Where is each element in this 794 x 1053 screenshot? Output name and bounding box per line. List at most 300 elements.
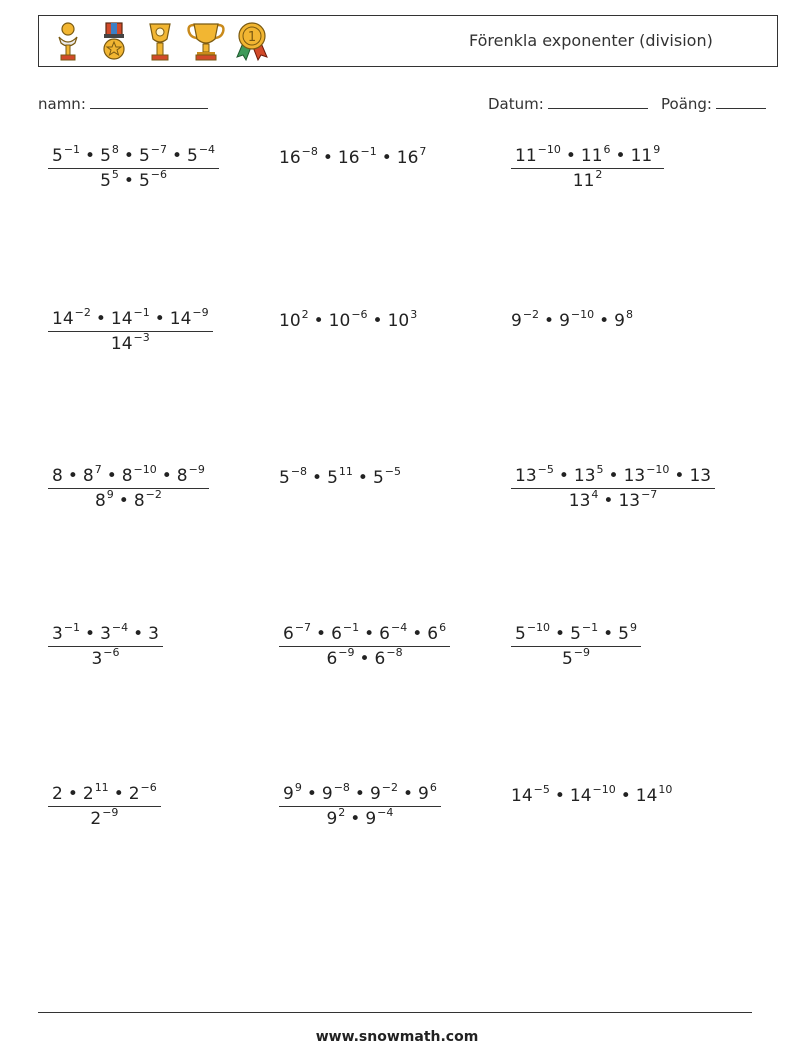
- num-expression: [279, 621, 450, 646]
- multiply-operator: •: [316, 624, 327, 644]
- num-expression: [279, 145, 427, 168]
- power-term: [568, 488, 599, 511]
- multiply-operator: •: [364, 624, 375, 644]
- fraction: [48, 143, 219, 191]
- exponent: 11: [94, 781, 109, 794]
- power-term: [100, 143, 119, 166]
- multiply-operator: •: [381, 148, 392, 168]
- exponent: −2: [74, 306, 91, 319]
- power-term: [580, 143, 611, 166]
- score-blank[interactable]: [716, 94, 766, 109]
- exponent: 8: [625, 308, 633, 321]
- problem-2: [279, 145, 427, 168]
- base: 5: [570, 624, 581, 644]
- power-term: [372, 465, 401, 488]
- base: 6: [374, 649, 386, 669]
- num-expression: [279, 465, 401, 488]
- base: 9: [614, 311, 625, 331]
- base: 6: [326, 649, 338, 669]
- multiply-operator: •: [67, 784, 78, 804]
- date-blank[interactable]: [548, 94, 648, 109]
- base: 5: [618, 624, 629, 644]
- power-term: [618, 488, 658, 511]
- multiply-operator: •: [350, 809, 361, 829]
- base: 2: [90, 809, 102, 829]
- base: 9: [326, 809, 338, 829]
- exponent: −2: [381, 781, 398, 794]
- power-term: [110, 331, 150, 354]
- medal-ribbon-icon: [93, 19, 135, 63]
- power-term: [283, 781, 302, 804]
- fraction: [48, 781, 161, 829]
- num-expression: [511, 463, 715, 488]
- base: 9: [321, 784, 333, 804]
- power-term: [52, 621, 81, 644]
- power-term: [52, 306, 91, 329]
- award-ribbon-icon: [231, 19, 273, 63]
- multiply-operator: •: [85, 146, 96, 166]
- num-expression: [279, 781, 441, 806]
- exponent: −1: [342, 621, 360, 634]
- power-term: [133, 488, 162, 511]
- footer-website: www.snowmath.com: [315, 1029, 479, 1045]
- den-expression: [511, 488, 715, 511]
- exponent: 7: [419, 145, 427, 158]
- multiply-operator: •: [674, 466, 685, 486]
- base: 14: [110, 309, 133, 329]
- svg-text:1: 1: [247, 30, 257, 45]
- exponent: −5: [533, 783, 550, 796]
- exponent: −4: [390, 621, 408, 634]
- power-term: [511, 308, 540, 331]
- base: 2: [128, 784, 140, 804]
- base: 5: [515, 624, 526, 644]
- power-term: [326, 806, 346, 829]
- base: 9: [283, 784, 294, 804]
- num-expression: [511, 783, 673, 806]
- multiply-operator: •: [620, 786, 631, 806]
- base: 5: [100, 146, 111, 166]
- power-term: [90, 806, 119, 829]
- power-term: [559, 308, 595, 331]
- name-label: namn:: [38, 95, 86, 113]
- exponent: −7: [641, 488, 658, 501]
- power-term: [379, 621, 408, 644]
- power-term: [689, 466, 711, 486]
- exponent: 5: [111, 168, 119, 181]
- base: 5: [52, 146, 63, 166]
- base: 16: [337, 148, 360, 168]
- problem-12: [511, 621, 641, 669]
- exponent: 2: [338, 806, 346, 819]
- exponent: 10: [658, 783, 673, 796]
- multiply-operator: •: [95, 309, 106, 329]
- base: 13: [568, 491, 591, 511]
- exponent: −10: [526, 621, 551, 634]
- den-expression: [48, 806, 161, 829]
- exponent: 8: [111, 143, 119, 156]
- base: 8: [133, 491, 145, 511]
- den-expression: [48, 168, 219, 191]
- trophy-cup-icon: [139, 19, 181, 63]
- power-term: [572, 168, 603, 191]
- problem-13: [48, 781, 161, 829]
- num-expression: [48, 621, 163, 646]
- den-expression: [48, 646, 163, 669]
- multiply-operator: •: [555, 624, 566, 644]
- base: 5: [561, 649, 573, 669]
- power-term: [630, 143, 661, 166]
- base: 3: [91, 649, 103, 669]
- date-label: Datum:: [488, 95, 544, 113]
- multiply-operator: •: [113, 784, 124, 804]
- multiply-operator: •: [372, 311, 383, 331]
- power-term: [110, 306, 150, 329]
- exponent: 2: [301, 308, 309, 321]
- power-term: [169, 306, 209, 329]
- base: 5: [187, 146, 198, 166]
- exponent: 2: [595, 168, 603, 181]
- exponent: 3: [410, 308, 418, 321]
- base: 14: [52, 309, 74, 329]
- exponent: −9: [573, 646, 591, 659]
- base: 14: [569, 786, 592, 806]
- multiply-operator: •: [85, 624, 96, 644]
- exponent: 11: [338, 465, 353, 478]
- fraction: [511, 463, 715, 511]
- problem-8: [279, 465, 401, 488]
- base: 11: [572, 171, 595, 191]
- power-term: [515, 621, 551, 644]
- power-term: [279, 145, 318, 168]
- base: 14: [635, 786, 658, 806]
- problem-1: [48, 143, 219, 191]
- power-term: [52, 784, 63, 804]
- power-term: [82, 781, 109, 804]
- power-term: [52, 143, 81, 166]
- power-term: [561, 646, 591, 669]
- power-term: [369, 781, 398, 804]
- multiply-operator: •: [603, 624, 614, 644]
- multiply-operator: •: [402, 784, 414, 804]
- trophy-handles-icon: [185, 19, 227, 63]
- base: 6: [283, 624, 294, 644]
- base: 3: [100, 624, 111, 644]
- power-term: [279, 308, 309, 331]
- name-field: [38, 94, 208, 113]
- page-title: Förenkla exponenter (division): [469, 31, 713, 50]
- base: 11: [515, 146, 537, 166]
- multiply-operator: •: [306, 784, 317, 804]
- exponent: −2: [145, 488, 162, 501]
- power-term: [148, 624, 159, 644]
- multiply-operator: •: [123, 171, 134, 191]
- base: 6: [331, 624, 342, 644]
- problem-10: [48, 621, 163, 669]
- exponent: −10: [570, 308, 595, 321]
- exponent: −1: [63, 621, 81, 634]
- exponent: −6: [351, 308, 368, 321]
- icon-row: [47, 19, 273, 63]
- power-term: [515, 143, 561, 166]
- multiply-operator: •: [412, 624, 423, 644]
- exponent: −8: [333, 781, 350, 794]
- base: 9: [369, 784, 381, 804]
- fraction: [48, 463, 209, 511]
- base: 10: [387, 311, 410, 331]
- fraction: [511, 621, 641, 669]
- multiply-operator: •: [608, 466, 619, 486]
- base: 6: [427, 624, 439, 644]
- problem-15: [511, 783, 673, 806]
- num-expression: [48, 143, 219, 168]
- base: 5: [100, 171, 111, 191]
- score-field: [661, 94, 766, 113]
- den-expression: [511, 646, 641, 669]
- base: 9: [559, 311, 570, 331]
- power-term: [570, 621, 599, 644]
- base: 9: [365, 809, 377, 829]
- base: 3: [148, 624, 159, 644]
- exponent: 7: [94, 463, 102, 476]
- power-term: [635, 783, 673, 806]
- exponent: 5: [596, 463, 604, 476]
- exponent: −10: [646, 463, 670, 476]
- power-term: [337, 145, 377, 168]
- base: 3: [52, 624, 63, 644]
- num-expression: [48, 306, 213, 331]
- exponent: −10: [133, 463, 157, 476]
- multiply-operator: •: [558, 466, 569, 486]
- num-expression: [279, 308, 418, 331]
- multiply-operator: •: [106, 466, 117, 486]
- base: 8: [94, 491, 106, 511]
- problem-11: [279, 621, 450, 669]
- base: 9: [418, 784, 429, 804]
- trophy-person-icon: [47, 19, 89, 63]
- header-box: [38, 15, 778, 67]
- footer-divider: [38, 1012, 752, 1013]
- problem-3: [511, 143, 664, 191]
- multiply-operator: •: [544, 311, 555, 331]
- exponent: −2: [522, 308, 540, 321]
- power-term: [614, 308, 633, 331]
- power-term: [121, 463, 157, 486]
- num-expression: [511, 621, 641, 646]
- multiply-operator: •: [67, 466, 78, 486]
- multiply-operator: •: [118, 491, 129, 511]
- base: 10: [279, 311, 301, 331]
- exponent: −5: [537, 463, 554, 476]
- base: 13: [623, 466, 646, 486]
- multiply-operator: •: [154, 309, 165, 329]
- den-expression: [279, 806, 441, 829]
- power-term: [138, 168, 167, 191]
- exponent: −8: [386, 646, 403, 659]
- base: 5: [327, 468, 338, 488]
- power-term: [569, 783, 616, 806]
- exponent: −1: [133, 306, 150, 319]
- exponent: −10: [592, 783, 616, 796]
- exponent: −6: [150, 168, 167, 181]
- num-expression: [511, 308, 633, 331]
- multiply-operator: •: [312, 468, 323, 488]
- multiply-operator: •: [599, 311, 610, 331]
- num-expression: [48, 781, 161, 806]
- problem-7: [48, 463, 209, 511]
- exponent: −9: [192, 306, 209, 319]
- base: 2: [52, 784, 63, 804]
- power-term: [511, 783, 550, 806]
- problem-6: [511, 308, 633, 331]
- score-label: Poäng:: [661, 95, 712, 113]
- num-expression: [511, 143, 664, 168]
- power-term: [427, 621, 447, 644]
- fraction: [511, 143, 664, 191]
- exponent: 9: [629, 621, 637, 634]
- power-term: [82, 463, 102, 486]
- den-expression: [48, 488, 209, 511]
- power-term: [418, 781, 437, 804]
- multiply-operator: •: [357, 468, 368, 488]
- den-expression: [279, 646, 450, 669]
- base: 14: [511, 786, 533, 806]
- multiply-operator: •: [313, 311, 324, 331]
- name-blank[interactable]: [90, 94, 208, 109]
- base: 5: [138, 171, 150, 191]
- fraction: [279, 781, 441, 829]
- multiply-operator: •: [615, 146, 626, 166]
- exponent: −6: [103, 646, 120, 659]
- base: 11: [580, 146, 603, 166]
- multiply-operator: •: [554, 786, 565, 806]
- problem-4: [48, 306, 213, 354]
- exponent: −6: [140, 781, 157, 794]
- exponent: −4: [111, 621, 129, 634]
- base: 8: [176, 466, 188, 486]
- base: 5: [372, 468, 384, 488]
- power-term: [176, 463, 205, 486]
- base: 5: [138, 146, 150, 166]
- exponent: −5: [384, 465, 401, 478]
- exponent: −3: [133, 331, 150, 344]
- power-term: [52, 466, 63, 486]
- multiply-operator: •: [133, 624, 144, 644]
- power-term: [387, 308, 418, 331]
- exponent: 4: [591, 488, 599, 501]
- base: 8: [121, 466, 133, 486]
- exponent: −1: [63, 143, 81, 156]
- exponent: −1: [360, 145, 377, 158]
- power-term: [618, 621, 637, 644]
- problem-9: [511, 463, 715, 511]
- exponent: −8: [301, 145, 318, 158]
- power-term: [91, 646, 120, 669]
- power-term: [94, 488, 114, 511]
- exponent: −10: [537, 143, 561, 156]
- base: 16: [396, 148, 419, 168]
- base: 5: [279, 468, 290, 488]
- exponent: −9: [102, 806, 119, 819]
- power-term: [327, 465, 353, 488]
- base: 16: [279, 148, 301, 168]
- power-term: [331, 621, 360, 644]
- power-term: [283, 621, 312, 644]
- multiply-operator: •: [123, 146, 134, 166]
- multiply-operator: •: [171, 146, 183, 166]
- fraction: [48, 306, 213, 354]
- base: 11: [630, 146, 653, 166]
- base: 13: [689, 466, 712, 486]
- power-term: [326, 646, 355, 669]
- power-term: [100, 621, 129, 644]
- power-term: [515, 463, 554, 486]
- power-term: [396, 145, 427, 168]
- base: 14: [169, 309, 192, 329]
- base: 9: [511, 311, 522, 331]
- base: 8: [52, 466, 63, 486]
- multiply-operator: •: [603, 491, 614, 511]
- power-term: [187, 143, 216, 166]
- exponent: 6: [439, 621, 447, 634]
- base: 2: [82, 784, 94, 804]
- num-expression: [48, 463, 209, 488]
- exponent: −9: [188, 463, 205, 476]
- exponent: 9: [294, 781, 302, 794]
- exponent: −7: [150, 143, 167, 156]
- power-term: [365, 806, 394, 829]
- multiply-operator: •: [354, 784, 365, 804]
- exponent: −8: [290, 465, 308, 478]
- fraction: [279, 621, 450, 669]
- den-expression: [511, 168, 664, 191]
- base: 13: [573, 466, 596, 486]
- power-term: [321, 781, 350, 804]
- power-term: [138, 143, 167, 166]
- power-term: [374, 646, 403, 669]
- base: 8: [82, 466, 94, 486]
- fraction: [48, 621, 163, 669]
- multiply-operator: •: [359, 649, 370, 669]
- problem-14: [279, 781, 441, 829]
- power-term: [573, 463, 604, 486]
- power-term: [100, 168, 119, 191]
- exponent: −9: [338, 646, 355, 659]
- base: 6: [379, 624, 390, 644]
- exponent: −4: [377, 806, 394, 819]
- base: 14: [110, 334, 133, 354]
- exponent: 9: [653, 143, 661, 156]
- power-term: [279, 465, 308, 488]
- power-term: [328, 308, 368, 331]
- problem-5: [279, 308, 418, 331]
- multiply-operator: •: [565, 146, 576, 166]
- date-field: [488, 94, 648, 113]
- exponent: 9: [106, 488, 114, 501]
- exponent: −4: [198, 143, 216, 156]
- exponent: −7: [294, 621, 312, 634]
- base: 13: [618, 491, 641, 511]
- exponent: −1: [581, 621, 599, 634]
- multiply-operator: •: [161, 466, 172, 486]
- multiply-operator: •: [322, 148, 333, 168]
- power-term: [623, 463, 670, 486]
- base: 10: [328, 311, 351, 331]
- exponent: 6: [603, 143, 611, 156]
- base: 13: [515, 466, 537, 486]
- exponent: 6: [429, 781, 437, 794]
- den-expression: [48, 331, 213, 354]
